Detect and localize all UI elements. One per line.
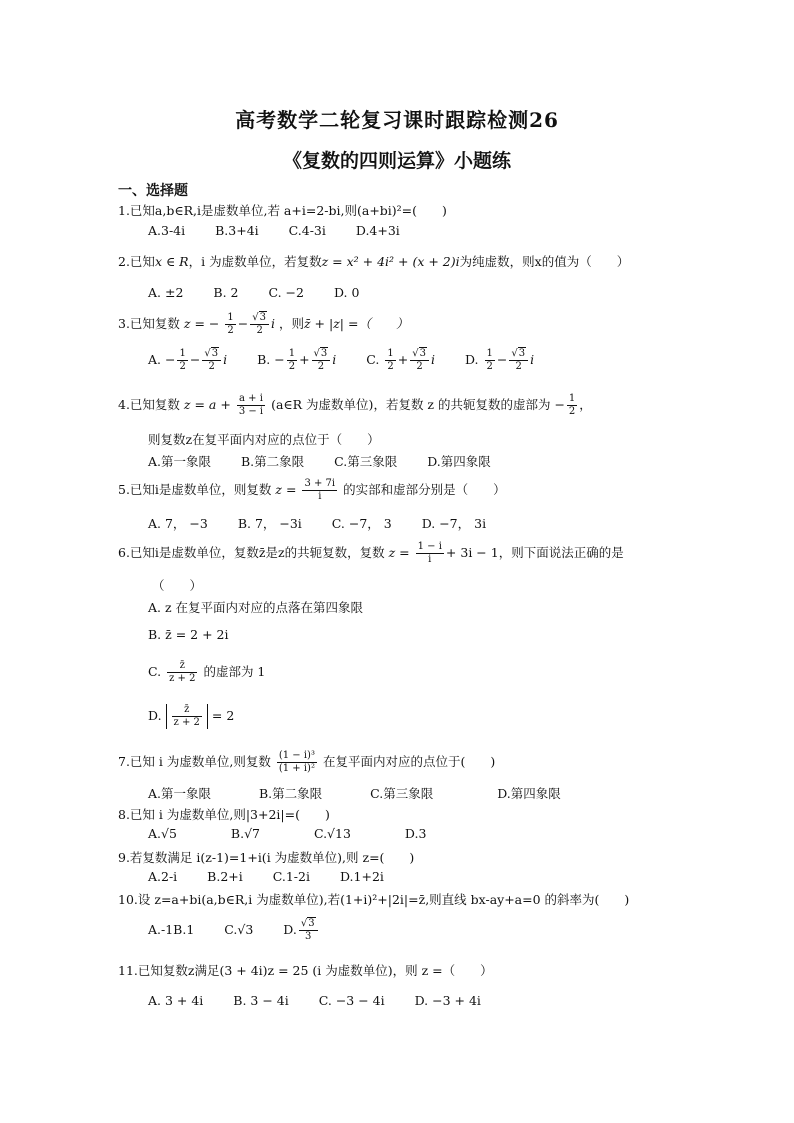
option-a: A. − $\frac{1}{2}$ − $\frac{√3}{2}$ i	[148, 348, 228, 372]
option-b: B.2+i	[207, 869, 243, 884]
option-c: C. −2	[268, 285, 304, 300]
option-d: D. $\frac{1}{2}$ − $\frac{√3}{2}$ i	[464, 348, 535, 372]
question-7-options	[148, 784, 587, 802]
q2-text: ，i 为虚数单位，若复数	[188, 254, 322, 269]
question-6	[118, 541, 624, 566]
q6-optc-text: 的虚部为 1	[203, 664, 266, 679]
q4-expr: z = a +	[183, 397, 231, 412]
option-d: D.1+2i	[339, 869, 384, 884]
frac-1-minus-i-cubed: $\frac{\text{(1 − i)³}}{\text{(1 + i)²}}$	[278, 750, 315, 774]
option-a: A.第一象限	[148, 786, 212, 801]
option-a: A.3-4i	[148, 223, 186, 238]
question-6-option-c: C. $\frac{z̄}{z + 2}$ 的虚部为 1	[148, 660, 266, 684]
frac-zbar-over-z-plus-2: $\frac{z̄}{z + 2}$	[169, 660, 196, 684]
question-4: 4.已知复数 z = a + $\frac{a + i}{3 - i}$ (a∈R 为虚数单位)，若复数 z 的共轭复数的虚部为 − $\frac{1}{2}$ ，	[118, 393, 592, 417]
question-4-options	[148, 452, 517, 470]
q6-expr: z =	[388, 545, 410, 560]
option-c: C. −3 − 4i	[318, 993, 385, 1008]
option-d: D.第四象限	[427, 454, 491, 469]
frac-1-2: $\frac{1}{2}$	[568, 393, 576, 417]
page-title: 高考数学二轮复习课时跟踪检测26	[235, 108, 559, 132]
option-d: D.3	[404, 826, 427, 841]
option-ab: A.-1B.1	[148, 922, 195, 937]
question-3: 3.已知复数 z = − $\frac{1}{2}$ − $\frac{√3}{2}$ i ，则z̄ + |z| =（ ）	[118, 312, 409, 336]
q4-pre: 4.已知复数	[118, 397, 180, 412]
q2-var: x ∈ R	[154, 254, 189, 269]
question-8-options	[148, 826, 452, 841]
question-10-options	[148, 918, 346, 943]
frac-3-7i-over-i: $\frac{3 + 7i}{i}$	[304, 478, 336, 502]
question-6-paren: （ ）	[152, 578, 203, 593]
question-2	[118, 252, 629, 270]
q3-cond: z̄ + |z| =（ ）	[304, 316, 409, 331]
option-c: C.4-3i	[288, 223, 326, 238]
q6-pre: 6.已知i是虚数单位，复数z̄是z的共轭复数，复数	[118, 545, 385, 560]
q2-post: 为纯虚数，则x的值为（ ）	[459, 254, 630, 269]
option-b: B. − $\frac{1}{2}$ + $\frac{√3}{2}$ i	[257, 348, 337, 372]
option-b: B. 2	[213, 285, 239, 300]
option-a: A.√5	[148, 826, 177, 841]
option-c: C. −7， 3	[331, 516, 392, 531]
abs-bars: $\frac{z̄}{z + 2}$	[166, 704, 208, 729]
option-d: D. −3 + 4i	[414, 993, 481, 1008]
option-c: C.1-2i	[272, 869, 310, 884]
frac-1-2: $\frac{1}{2}$	[227, 312, 234, 336]
option-a: A. 7， −3	[148, 516, 208, 531]
q2-pre: 2.已知	[118, 254, 155, 269]
frac-1-minus-i-over-i: $\frac{1 - i}{i}$	[417, 541, 442, 565]
q3-pre: 3.已知复数	[118, 316, 180, 331]
option-a: A. ±2	[148, 285, 184, 300]
q6-optd-text: = 2	[211, 708, 235, 723]
option-c: C.√13	[313, 826, 351, 841]
q2-expr: z = x² + 4i² + (x + 2)i	[321, 254, 460, 269]
option-b: B. 7， −3i	[237, 516, 302, 531]
option-a: A.2-i	[148, 869, 178, 884]
q7-post: 在复平面内对应的点位于( )	[322, 754, 496, 769]
q5-post: 的实部和虚部分别是（ ）	[343, 482, 506, 497]
question-6-option-b: B. z̄ = 2 + 2i	[148, 627, 229, 642]
question-1: 1.已知a,b∈R,i是虚数单位,若 a+i=2-bi,则(a+bi)²=( )	[118, 203, 447, 218]
option-b: B.√7	[230, 826, 260, 841]
question-8: 8.已知 i 为虚数单位,则|3+2i|=( )	[118, 807, 330, 822]
question-10: 10.设 z=a+bi(a,b∈R,i 为虚数单位),若(1+i)²+|2i|=z̄,则直线 bx-ay+a=0 的斜率为( )	[118, 892, 630, 907]
question-6-option-d: D. $\frac{z̄}{z + 2}$ = 2	[148, 704, 235, 728]
option-d: D. −7， 3i	[421, 516, 487, 531]
question-9: 9.若复数满足 i(z-1)=1+i(i 为虚数单位),则 z=( )	[118, 850, 415, 865]
option-c: C.√3	[224, 922, 254, 937]
frac-a-plus-i: $\frac{a + i}{3 - i}$	[238, 393, 264, 417]
option-b: B. 3 − 4i	[233, 993, 289, 1008]
question-3-options	[148, 348, 560, 373]
option-d: D. 0	[333, 285, 360, 300]
question-4-line2: 则复数z在复平面内对应的点位于（ ）	[148, 432, 380, 447]
question-11-options	[148, 993, 507, 1008]
section-heading: 一、选择题	[118, 183, 188, 199]
page-subtitle: 《复数的四则运算》小题练	[282, 150, 511, 172]
q4-post: (a∈R 为虚数单位)，若复数 z 的共轭复数的虚部为 −	[271, 397, 565, 412]
question-11: 11.已知复数z满足(3 + 4i)z = 25 (i 为虚数单位)，则 z =（ ）	[118, 963, 493, 978]
question-5	[118, 478, 506, 503]
option-c: C.第三象限	[334, 454, 398, 469]
question-9-options	[148, 869, 410, 884]
q3-post: ，则	[278, 316, 304, 331]
option-d: D.第四象限	[497, 786, 561, 801]
question-1-options	[148, 223, 426, 238]
option-b: B.第二象限	[241, 454, 305, 469]
option-c: C.第三象限	[370, 786, 434, 801]
option-b: B.3+4i	[215, 223, 259, 238]
frac-sqrt3-2: $\frac{√3}{2}$	[250, 312, 269, 337]
question-5-options	[148, 514, 512, 532]
option-b: B.第二象限	[259, 786, 323, 801]
question-7	[118, 750, 495, 775]
q6-post: + 3i − 1，则下面说法正确的是	[445, 545, 624, 560]
question-6-option-a: A. z 在复平面内对应的点落在第四象限	[148, 600, 364, 615]
q7-pre: 7.已知 i 为虚数单位,则复数	[118, 754, 271, 769]
option-a: A. 3 + 4i	[148, 993, 204, 1008]
option-d: D. $\frac{√3}{3}$	[283, 918, 319, 943]
option-c: C. $\frac{1}{2}$ + $\frac{√3}{2}$ i	[366, 348, 435, 372]
q5-expr: z =	[275, 482, 297, 497]
q5-pre: 5.已知i是虚数单位，则复数	[118, 482, 272, 497]
question-2-options	[148, 285, 385, 300]
q3-expr: z = −	[183, 316, 220, 331]
option-a: A.第一象限	[148, 454, 212, 469]
option-d: D.4+3i	[355, 223, 400, 238]
